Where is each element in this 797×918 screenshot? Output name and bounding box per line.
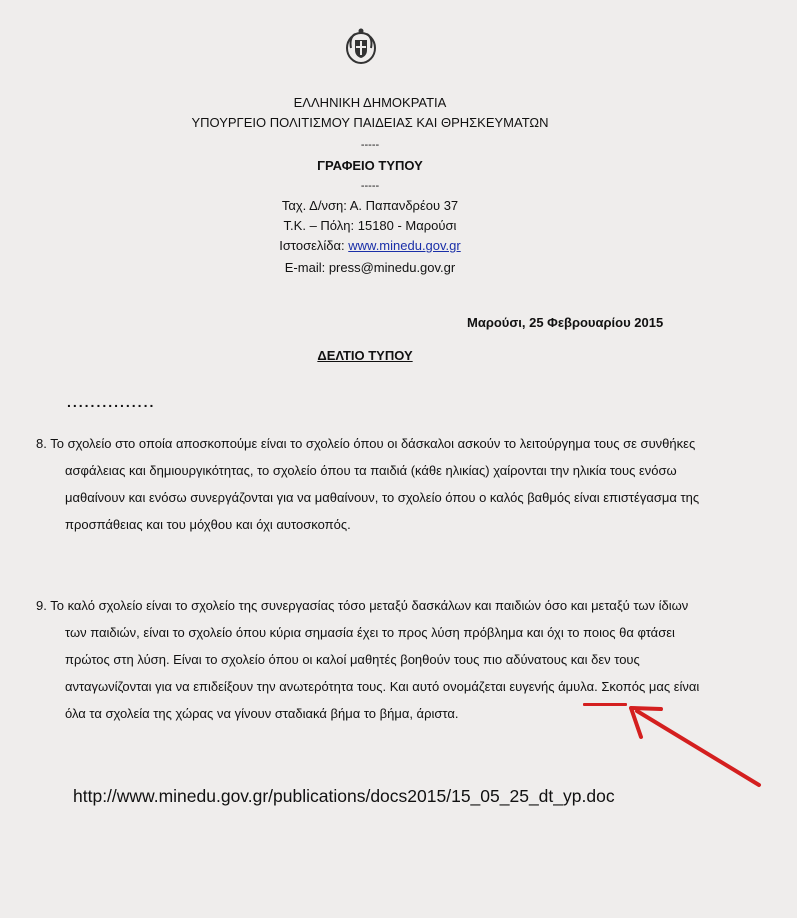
release-title: ΔΕΛΤΙΟ ΤΥΠΟΥ: [317, 348, 413, 363]
paragraph-line: μαθαίνουν και ενόσω συνεργάζονται για να μαθαίνουν, το σχολείο όπου ο καλός βαθμός είναι επιστέγασμα της: [65, 490, 700, 505]
postal-address: Ταχ. Δ/νση: Α. Παπανδρέου 37: [281, 198, 459, 213]
postal-code-city: Τ.Κ. – Πόλη: 15180 - Μαρούσι: [283, 218, 457, 233]
press-office-title: ΓΡΑΦΕΙΟ ΤΥΠΟΥ: [317, 158, 423, 173]
paragraph-line: ανταγωνίζονται για να επιδείξουν την ανωτερότητα τους. Και αυτό ονομάζεται ευγενής άμυλα. Σκοπός μας είναι: [65, 679, 700, 694]
paragraph-line: προσπάθειας και του μόχθου και όχι αυτοσκοπός.: [65, 517, 351, 532]
paragraph-line: των παιδιών, είναι το σχολείο όπου κύρια σημασία έχει το προς λύση πρόβλημα και όχι το ποιος θα φτάσει: [65, 625, 675, 640]
release-date: Μαρούσι, 25 Φεβρουαρίου 2015: [467, 315, 664, 330]
omission-dots: ...............: [67, 394, 156, 410]
website-link[interactable]: www.minedu.gov.gr: [348, 238, 461, 253]
ministry-name: ΥΠΟΥΡΓΕΙΟ ΠΟΛΙΤΙΣΜΟΥ ΠΑΙΔΕΙΑΣ ΚΑΙ ΘΡΗΣΚΕΥΜΑΤΩΝ: [191, 115, 549, 130]
highlight-underline: [583, 703, 627, 706]
paragraph-8: [36, 430, 762, 538]
paragraph-line: 9. Το καλό σχολείο είναι το σχολείο της συνεργασίας τόσο μεταξύ δασκάλων και παιδιών όσο και μεταξύ των ίδιων: [36, 598, 689, 613]
paragraph-line: 8. Το σχολείο στο οποία αποσκοπούμε είναι το σχολείο όπου οι δάσκαλοι ασκούν το λειτούργημα τους σε συνθήκες: [36, 436, 696, 451]
paragraph-line: όλα τα σχολεία της χώρας να γίνουν σταδιακά βήμα το βήμα, άριστα.: [65, 706, 459, 721]
separator: -----: [360, 180, 380, 192]
email-line: E-mail: press@minedu.gov.gr: [284, 260, 456, 275]
paragraph-line: πρώτος στη λύση. Είναι το σχολείο όπου οι καλοί μαθητές βοηθούν τους πιο αδύνατους και δεν τους: [65, 652, 640, 667]
separator: -----: [360, 139, 380, 151]
website-line: [0, 238, 740, 253]
paragraph-line: ασφάλειας και δημιουργικότητας, το σχολείο όπου τα παιδιά (κάθε ηλικίας) χαίρονται την ηλικία τους ενόσω: [65, 463, 677, 478]
country-name: ΕΛΛΗΝΙΚΗ ΔΗΜΟΚΡΑΤΙΑ: [293, 95, 447, 110]
greek-coat-of-arms-icon: [343, 26, 379, 66]
source-url: http://www.minedu.gov.gr/publications/docs2015/15_05_25_dt_yp.doc: [73, 786, 615, 806]
red-arrow-icon: [627, 703, 767, 793]
website-label: Ιστοσελίδα:: [279, 238, 349, 253]
